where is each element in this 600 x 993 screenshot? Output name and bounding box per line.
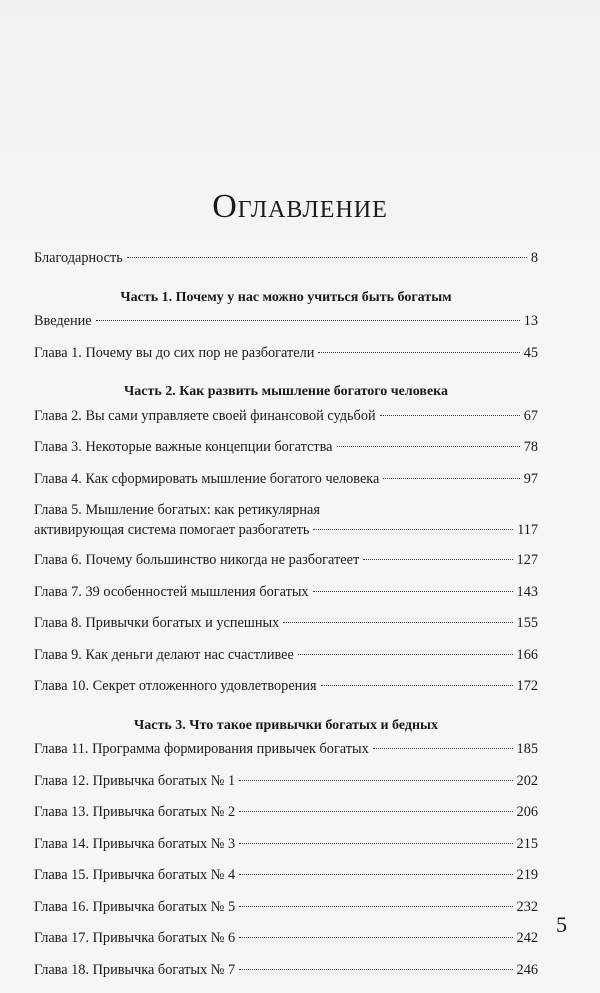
toc-entry [34, 741, 538, 773]
toc-entry-page: 155 [517, 615, 538, 632]
toc-entry [34, 615, 538, 647]
toc-entry [34, 439, 538, 471]
toc-entry-page: 13 [524, 313, 538, 330]
toc-entry [34, 773, 538, 805]
toc-entry-label: Глава 13. Привычка богатых № 2 [34, 804, 235, 821]
toc-entry [34, 502, 538, 552]
toc-entry-page: 246 [517, 962, 538, 979]
dot-leader [313, 591, 513, 592]
toc-entry [34, 584, 538, 616]
toc-entry [34, 930, 538, 962]
dot-leader [283, 622, 512, 623]
toc-entry-label: Введение [34, 313, 92, 330]
toc-entry-label: Глава 12. Привычка богатых № 1 [34, 773, 235, 790]
dot-leader [239, 874, 512, 875]
toc-entry [34, 678, 538, 710]
toc-entry [34, 867, 538, 899]
dot-leader [373, 748, 513, 749]
dot-leader [239, 937, 512, 938]
toc-entry-page: 117 [517, 522, 538, 539]
toc-entry-label: Глава 3. Некоторые важные концепции богатства [34, 439, 333, 456]
toc-entry-page: 45 [524, 345, 538, 362]
toc-entry-label: Глава 18. Привычка богатых № 7 [34, 962, 235, 979]
toc-entry [34, 552, 538, 584]
dot-leader [363, 559, 512, 560]
toc-entry-page: 232 [517, 899, 538, 916]
dot-leader [383, 478, 519, 479]
toc-entry-label: Глава 8. Привычки богатых и успешных [34, 615, 279, 632]
dot-leader [239, 906, 512, 907]
table-of-contents [34, 250, 538, 993]
toc-entry-page: 185 [517, 741, 538, 758]
toc-entry-page: 97 [524, 471, 538, 488]
dot-leader [127, 257, 527, 258]
toc-entry-page: 172 [517, 678, 538, 695]
toc-entry-page: 8 [531, 250, 538, 267]
toc-entry-page: 127 [517, 552, 538, 569]
toc-entry-page: 215 [517, 836, 538, 853]
toc-entry-label: Глава 6. Почему большинство никогда не разбогатеет [34, 552, 359, 569]
part-heading: Часть 3. Что такое привычки богатых и бедных [34, 710, 538, 742]
toc-entry-label: Глава 17. Привычка богатых № 6 [34, 930, 235, 947]
toc-entry [34, 899, 538, 931]
page-number: 5 [556, 912, 567, 938]
toc-entry [34, 471, 538, 503]
toc-entry-label: Глава 9. Как деньги делают нас счастливее [34, 647, 294, 664]
toc-entry [34, 313, 538, 345]
toc-entry [34, 408, 538, 440]
toc-entry-page: 78 [524, 439, 538, 456]
toc-entry-page: 143 [517, 584, 538, 601]
dot-leader [239, 811, 512, 812]
toc-entry-page: 242 [517, 930, 538, 947]
part-heading: Часть 1. Почему у нас можно учиться быть богатым [34, 282, 538, 314]
toc-entry-label: Благодарность [34, 250, 123, 267]
toc-entry-page: 219 [517, 867, 538, 884]
toc-entry [34, 250, 538, 282]
dot-leader [239, 780, 512, 781]
dot-leader [380, 415, 520, 416]
toc-entry-label: Глава 4. Как сформировать мышление богатого человека [34, 471, 379, 488]
dot-leader [298, 654, 513, 655]
toc-entry [34, 804, 538, 836]
toc-entry [34, 647, 538, 679]
toc-entry-page: 202 [517, 773, 538, 790]
toc-entry-page: 166 [517, 647, 538, 664]
toc-entry-page: 206 [517, 804, 538, 821]
toc-entry-label: Глава 11. Программа формирования привычек богатых [34, 741, 369, 758]
dot-leader [321, 685, 513, 686]
dot-leader [239, 969, 512, 970]
toc-entry-label: Глава 1. Почему вы до сих пор не разбогатели [34, 345, 314, 362]
toc-entry-label: Глава 15. Привычка богатых № 4 [34, 867, 235, 884]
dot-leader [96, 320, 520, 321]
toc-entry-label: Глава 2. Вы сами управляете своей финансовой судьбой [34, 408, 376, 425]
toc-entry-label: Глава 16. Привычка богатых № 5 [34, 899, 235, 916]
toc-entry [34, 962, 538, 993]
toc-entry-label: Глава 7. 39 особенностей мышления богатых [34, 584, 309, 601]
toc-entry-label-cont: активирующая система помогает разбогатеть [34, 522, 309, 539]
toc-entry [34, 836, 538, 868]
part-heading: Часть 2. Как развить мышление богатого человека [34, 376, 538, 408]
toc-entry-label: Глава 10. Секрет отложенного удовлетворения [34, 678, 317, 695]
dot-leader [239, 843, 512, 844]
toc-entry-label: Глава 14. Привычка богатых № 3 [34, 836, 235, 853]
dot-leader [337, 446, 520, 447]
page-title: Оглавление [0, 188, 600, 226]
toc-entry [34, 345, 538, 377]
toc-entry-label: Глава 5. Мышление богатых: как ретикулярная [34, 502, 538, 522]
dot-leader [318, 352, 519, 353]
dot-leader [313, 529, 513, 530]
toc-entry-page: 67 [524, 408, 538, 425]
